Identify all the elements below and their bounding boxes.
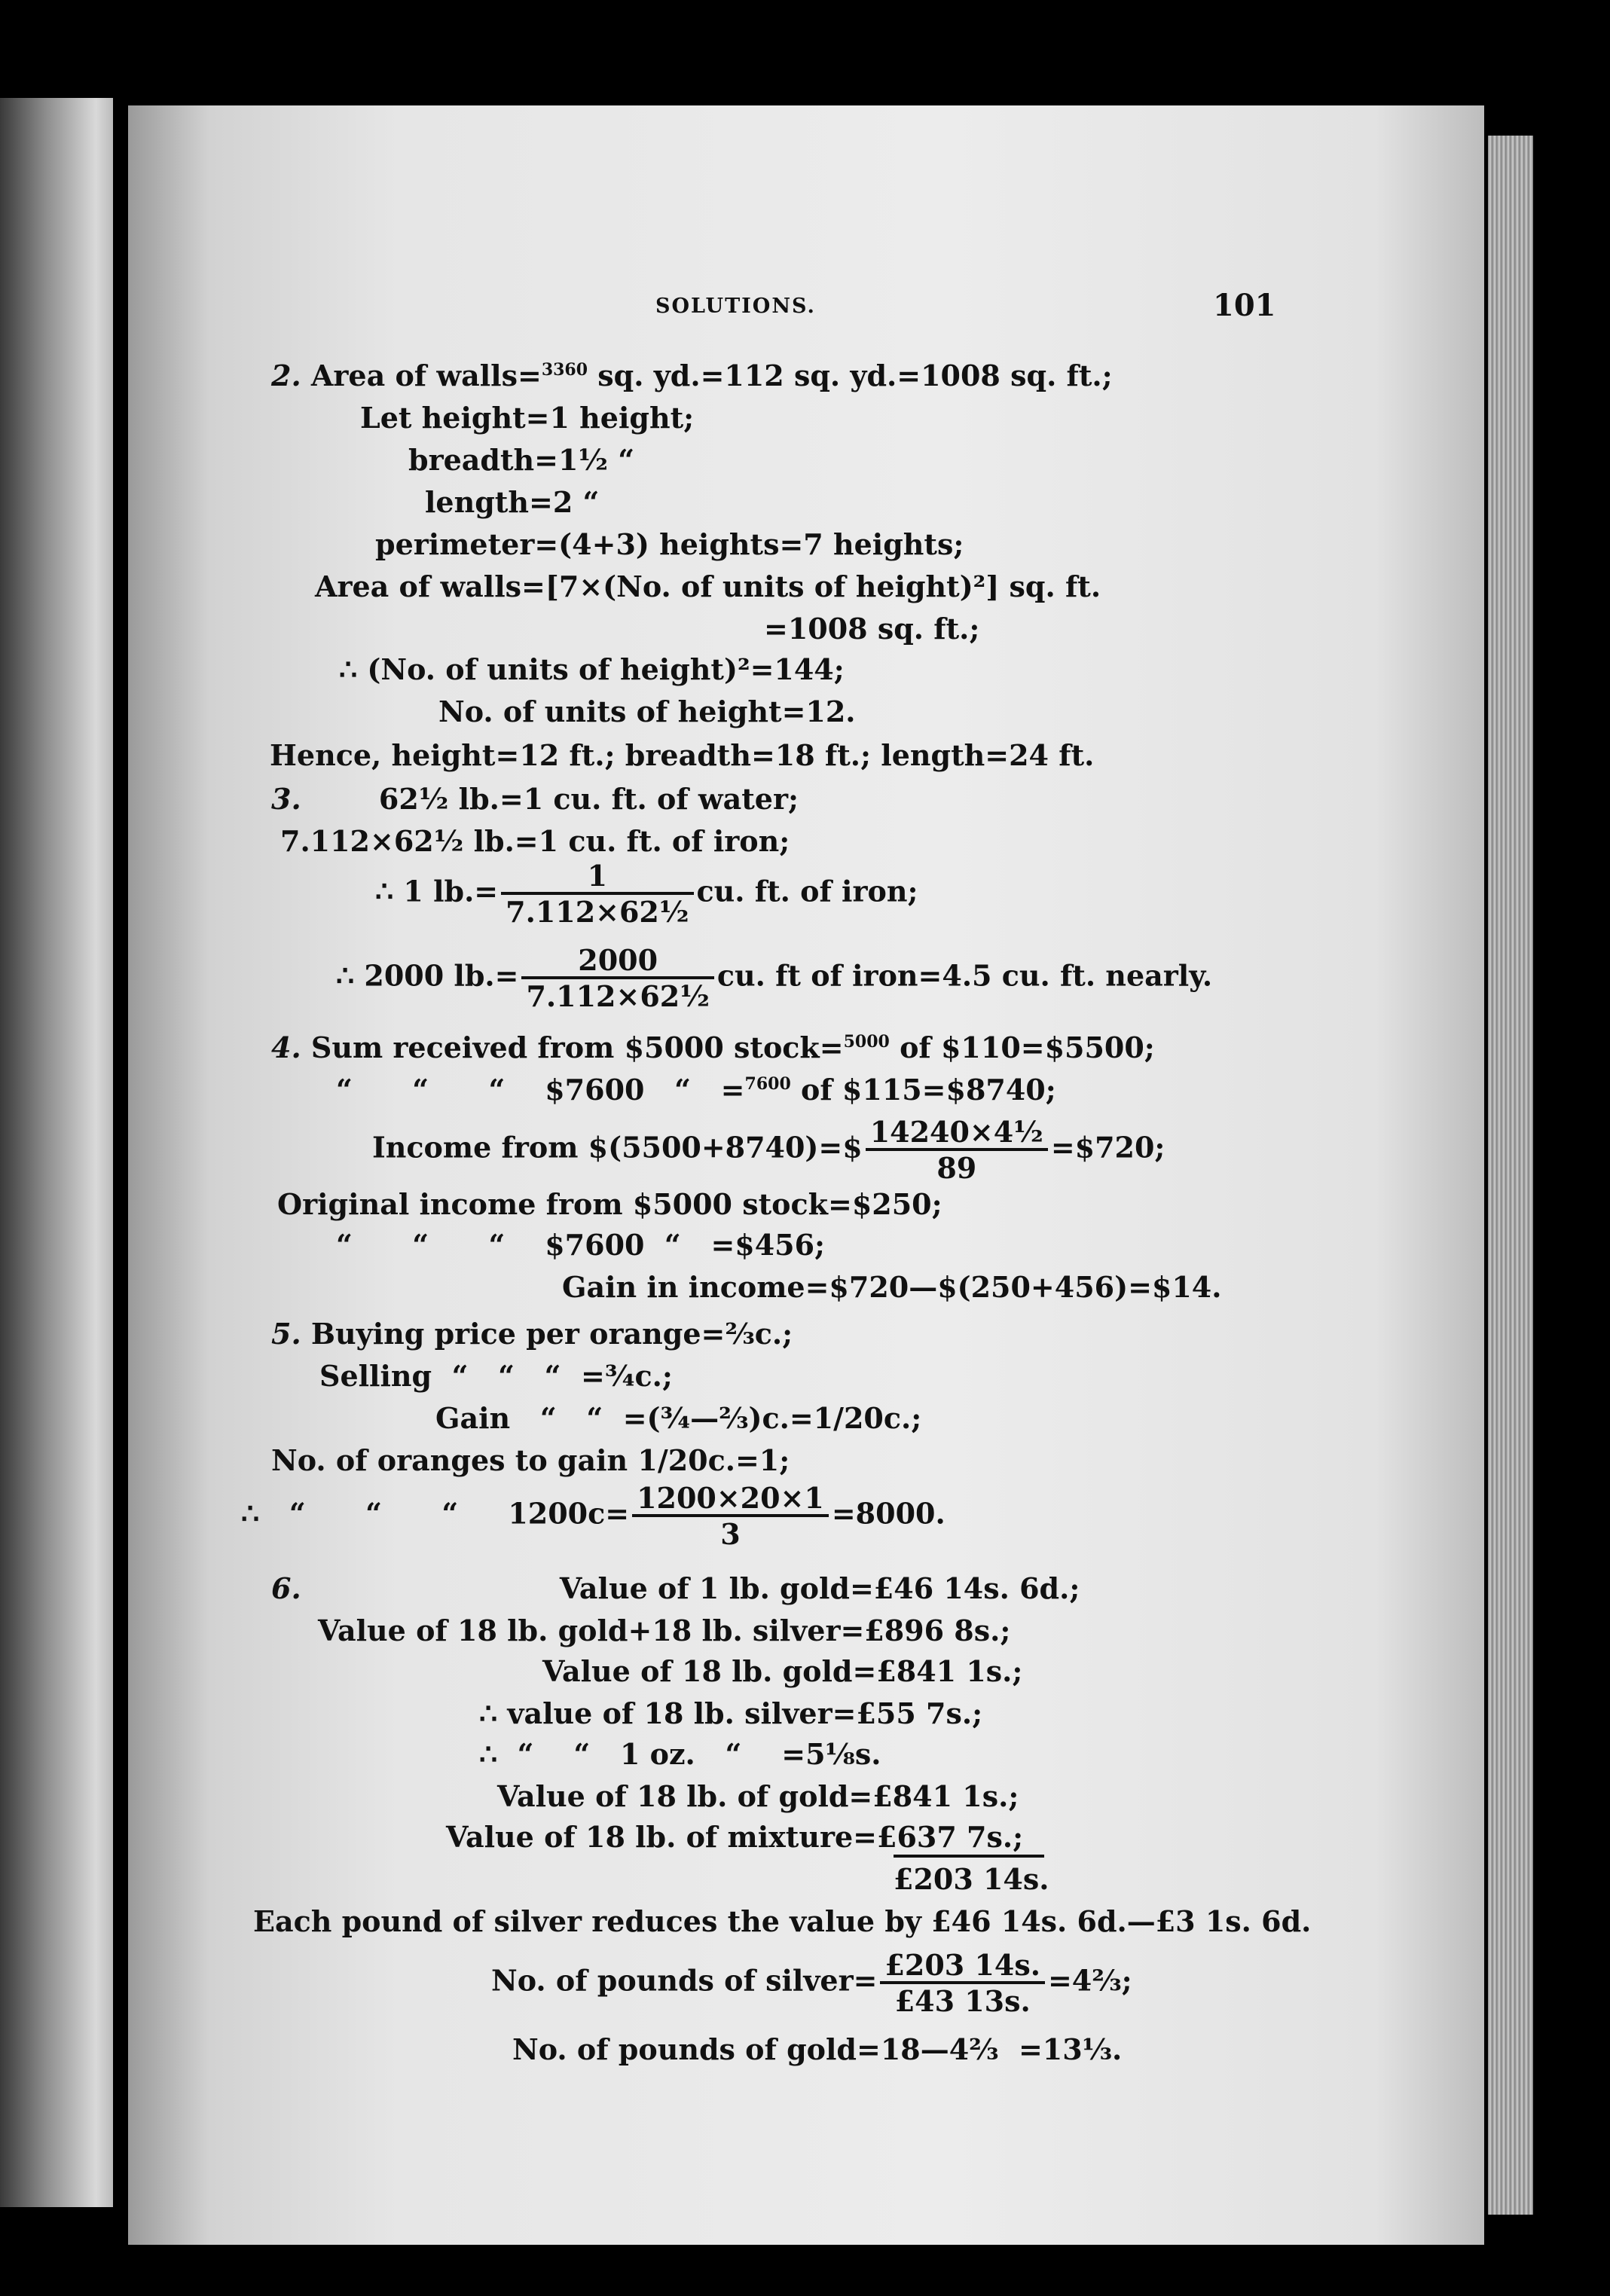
denominator: 7.112×62½: [506, 895, 689, 929]
solution-6-line-5: ∴ “ “ 1 oz. “ =5⅛s.: [479, 1737, 881, 1771]
denominator: 3: [720, 1517, 741, 1551]
solution-4-line-6: Gain in income=$720—$(250+456)=$14.: [562, 1270, 1222, 1304]
text: 62½ lb.=1 cu. ft. of water;: [378, 782, 799, 816]
text: =4⅔;: [1047, 1963, 1132, 1998]
solution-number: 4.: [271, 1030, 301, 1064]
solution-2-line-2: Let height=1 height;: [360, 401, 695, 435]
solution-6-line-2: Value of 18 lb. gold+18 lb. silver=£896 8s.;: [318, 1614, 1011, 1647]
solution-4-line-2: [336, 1073, 1056, 1107]
solution-6-line-7: Value of 18 lb. of mixture=£637 7s.;: [446, 1820, 1024, 1854]
solution-4-line-1: [271, 1030, 1155, 1064]
small-numerator: 5000: [843, 1032, 890, 1052]
denominator: £43 13s.: [894, 1984, 1031, 2018]
small-numerator: 7600: [744, 1074, 791, 1094]
fraction: [521, 943, 713, 1013]
solution-number: 3.: [271, 782, 301, 816]
text: “ “ “ $7600 “ =: [336, 1073, 745, 1107]
solution-5-line-4: No. of oranges to gain 1/20c.=1;: [271, 1443, 790, 1477]
solution-2-line-4: length=2 “: [425, 485, 600, 519]
text: Value of 1 lb. gold=£46 14s. 6d.;: [559, 1571, 1080, 1605]
subtraction-rule: [894, 1855, 1044, 1858]
solution-6-line-1: [271, 1571, 1080, 1605]
text: of $115=$8740;: [790, 1073, 1056, 1107]
text: Area of walls=: [310, 359, 542, 392]
fraction: [866, 1115, 1048, 1185]
text: =$720;: [1050, 1130, 1165, 1165]
numerator: 2000: [521, 946, 713, 979]
page-stack-edges: [1488, 136, 1533, 2215]
text: Income from $(5500+8740)=$: [372, 1130, 863, 1165]
solution-4-line-4: Original income from $5000 stock=$250;: [277, 1187, 942, 1221]
solution-6-line-6: Value of 18 lb. of gold=£841 1s.;: [497, 1779, 1019, 1813]
fraction: [501, 859, 693, 929]
text: ∴ 1 lb.=: [375, 874, 499, 908]
solution-6-line-3: Value of 18 lb. gold=£841 1s.;: [542, 1654, 1023, 1688]
fraction: [880, 1948, 1045, 2018]
solution-number: 2.: [271, 359, 301, 392]
text: ∴ 2000 lb.=: [336, 958, 519, 993]
page-number: 101: [1213, 288, 1276, 323]
numerator: 14240×4½: [866, 1118, 1048, 1151]
text: cu. ft. of iron;: [696, 874, 918, 908]
solution-5-line-1: [271, 1317, 793, 1351]
solution-5-line-2: Selling “ “ “ =¾c.;: [319, 1359, 673, 1393]
previous-page-edge: [0, 98, 113, 2207]
text: Buying price per orange=⅔c.;: [310, 1317, 793, 1351]
text: =8000.: [831, 1496, 946, 1531]
solution-5-line-5: [241, 1481, 946, 1551]
small-numerator: 3360: [541, 360, 588, 380]
solution-3-line-4: [336, 943, 1213, 1013]
text: ∴ “ “ “ 1200c=: [241, 1496, 630, 1531]
text: sq. yd.=112 sq. yd.=1008 sq. ft.;: [588, 359, 1113, 392]
denominator: 89: [936, 1151, 977, 1185]
solution-2-line-9: No. of units of height=12.: [438, 695, 856, 728]
solution-3-line-3: [375, 859, 918, 929]
text: Sum received from $5000 stock=: [310, 1030, 844, 1064]
solution-6-line-10: [491, 1948, 1132, 2018]
solution-2-line-7: =1008 sq. ft.;: [764, 612, 980, 646]
solution-6-line-11: No. of pounds of gold=18—4⅔ =13⅓.: [512, 2032, 1123, 2066]
solution-number: 6.: [271, 1571, 301, 1605]
solution-6-line-4: ∴ value of 18 lb. silver=£55 7s.;: [479, 1696, 983, 1730]
denominator: 7.112×62½: [526, 979, 710, 1013]
solution-2-line-10: Hence, height=12 ft.; breadth=18 ft.; length=24 ft.: [270, 738, 1095, 772]
solution-3-line-2: 7.112×62½ lb.=1 cu. ft. of iron;: [280, 824, 790, 858]
solution-4-line-3: [372, 1115, 1165, 1185]
running-header: SOLUTIONS.: [655, 295, 816, 318]
solution-6-line-8: £203 14s.: [894, 1862, 1049, 1896]
solution-6-line-9: Each pound of silver reduces the value by £46 14s. 6d.—£3 1s. 6d.: [253, 1904, 1312, 1938]
solution-2-line-1: [271, 359, 1113, 392]
solution-2-line-5: perimeter=(4+3) heights=7 heights;: [375, 527, 964, 561]
solution-number: 5.: [271, 1317, 301, 1351]
solution-3-line-1: [271, 782, 799, 816]
text: No. of pounds of silver=: [491, 1963, 878, 1998]
text: cu. ft of iron=4.5 cu. ft. nearly.: [716, 958, 1213, 993]
solution-2-line-6: Area of walls=[7×(No. of units of height)²] sq. ft.: [315, 569, 1101, 603]
text: of $110=$5500;: [889, 1030, 1155, 1064]
numerator: 1: [501, 862, 693, 895]
fraction: [632, 1481, 829, 1551]
numerator: £203 14s.: [880, 1951, 1045, 1984]
solution-2-line-3: breadth=1½ “: [408, 443, 635, 477]
solution-4-line-5: “ “ “ $7600 “ =$456;: [336, 1228, 826, 1262]
solution-5-line-3: Gain “ “ =(¾—⅔)c.=1/20c.;: [435, 1401, 922, 1435]
solution-2-line-8: ∴ (No. of units of height)²=144;: [339, 652, 845, 686]
numerator: 1200×20×1: [632, 1484, 829, 1517]
